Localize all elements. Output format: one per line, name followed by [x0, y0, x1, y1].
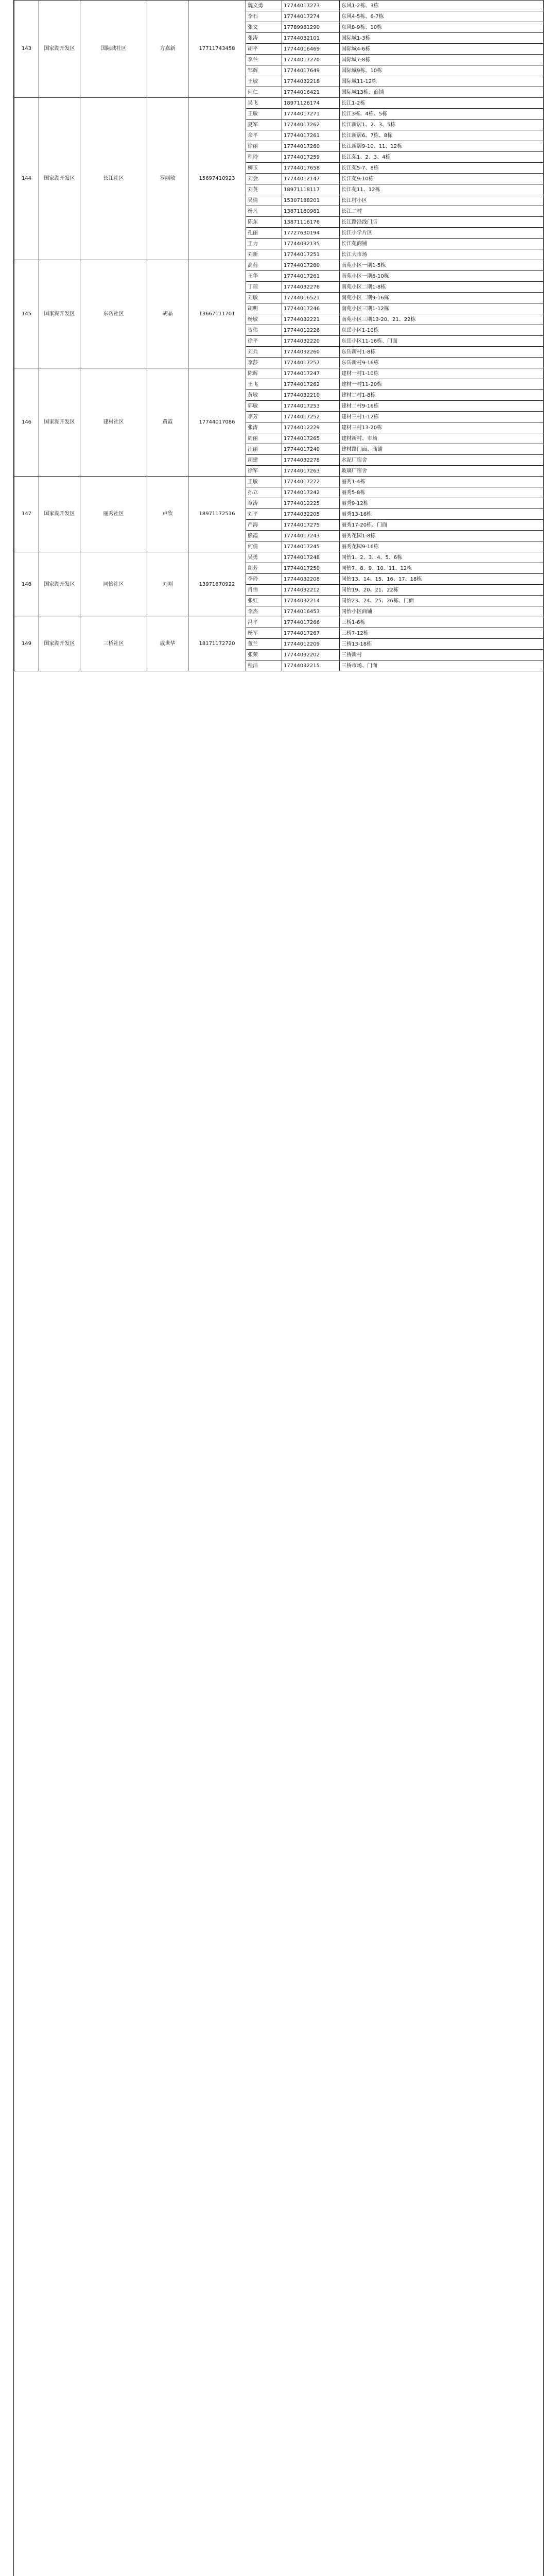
grid-area: 长江苑9-10栋	[340, 174, 544, 184]
grid-area: 同怡小区商铺	[340, 606, 544, 617]
grid-member-phone: 17744017248	[282, 552, 340, 563]
table-row	[14, 552, 544, 563]
grid-member-name: 张荣	[246, 650, 282, 660]
grid-area: 东岳新村1-8栋	[340, 347, 544, 358]
grid-area: 长江路沿线门店	[340, 217, 544, 228]
grid-member-name: 刘英	[246, 184, 282, 195]
grid-member-phone: 17744016469	[282, 44, 340, 55]
grid-member-name: 李莎	[246, 358, 282, 368]
grid-member-name: 冯平	[246, 617, 282, 628]
grid-member-name: 丁琼	[246, 282, 282, 293]
grid-member-phone: 17744032214	[282, 596, 340, 606]
grid-area: 丽秀5-8栋	[340, 487, 544, 498]
grid-area: 三桥13-18栋	[340, 639, 544, 650]
grid-area: 长江1-2栋	[340, 98, 544, 109]
grid-member-name: 熊霞	[246, 531, 282, 541]
grid-member-name: 张红	[246, 596, 282, 606]
grid-member-name: 吴倩	[246, 195, 282, 206]
grid-member-name: 张涛	[246, 422, 282, 433]
grid-member-name: 陈辉	[246, 368, 282, 379]
grid-member-phone: 17744032215	[282, 660, 340, 671]
grid-area: 同怡19、20、21、22栋	[340, 585, 544, 596]
grid-area: 建材二村9-16栋	[340, 401, 544, 412]
grid-area: 南苑小区一期6-10栋	[340, 271, 544, 282]
grid-member-name: 杨敏	[246, 314, 282, 325]
grid-member-phone: 17744012225	[282, 498, 340, 509]
table-row	[14, 617, 544, 628]
grid-member-phone: 17744032202	[282, 650, 340, 660]
grid-member-phone: 17744017266	[282, 617, 340, 628]
row-number: 146	[14, 368, 39, 477]
row-number: 144	[14, 98, 39, 260]
grid-member-phone: 17744017265	[282, 433, 340, 444]
grid-member-name: 王敏	[246, 109, 282, 120]
street-cell: 国家湖开发区	[39, 368, 80, 477]
grid-area: 同怡23、24、25、26栋、门面	[340, 596, 544, 606]
grid-member-phone: 17744017251	[282, 249, 340, 260]
grid-member-phone: 17744017246	[282, 303, 340, 314]
grid-member-phone: 17744032221	[282, 314, 340, 325]
grid-member-name: 吴勇	[246, 552, 282, 563]
grid-member-phone: 18971126174	[282, 98, 340, 109]
grid-area: 长江小学片区	[340, 228, 544, 239]
grid-member-phone: 17744032260	[282, 347, 340, 358]
grid-member-phone: 17744032205	[282, 509, 340, 520]
grid-member-name: 胡明	[246, 303, 282, 314]
grid-member-phone: 17744017261	[282, 271, 340, 282]
community-cell: 国际城社区	[80, 1, 147, 98]
grid-area: 长江苑11、12栋	[340, 184, 544, 195]
grid-member-phone: 17744016421	[282, 87, 340, 98]
grid-member-name: 孙立	[246, 487, 282, 498]
row-number: 149	[14, 617, 39, 671]
secretary-cell: 黄霞	[147, 368, 188, 477]
grid-member-name: 徐军	[246, 466, 282, 477]
grid-area: 东风4-5栋、6-7栋	[340, 11, 544, 22]
grid-member-phone: 17744017263	[282, 466, 340, 477]
grid-member-name: 胡芳	[246, 563, 282, 574]
grid-area: 国际城11-12栋	[340, 76, 544, 87]
grid-area: 长江3栋、4栋、5栋	[340, 109, 544, 120]
grid-area: 长江苑1、2、3、4栋	[340, 152, 544, 163]
grid-member-name: 李玲	[246, 574, 282, 585]
grid-member-name: 王敏	[246, 477, 282, 487]
grid-member-name: 李杰	[246, 606, 282, 617]
grid-member-phone: 17744017267	[282, 628, 340, 639]
grid-area: 三桥市场、门面	[340, 660, 544, 671]
grid-member-phone: 17744012147	[282, 174, 340, 184]
grid-member-name: 严海	[246, 520, 282, 531]
grid-area: 长江新居6、7栋、8栋	[340, 130, 544, 141]
grid-member-phone: 17744017252	[282, 412, 340, 422]
grid-member-name: 程洁	[246, 660, 282, 671]
grid-member-name: 杨凡	[246, 206, 282, 217]
grid-member-phone: 15307188201	[282, 195, 340, 206]
grid-member-name: 汪丽	[246, 444, 282, 455]
grid-member-name: 李芳	[246, 412, 282, 422]
grid-member-name: 刘兵	[246, 347, 282, 358]
grid-member-name: 王敏	[246, 76, 282, 87]
grid-member-phone: 17744017274	[282, 11, 340, 22]
grid-member-phone: 17744032210	[282, 390, 340, 401]
grid-member-name: 王飞	[246, 379, 282, 390]
community-cell: 建材社区	[80, 368, 147, 477]
grid-area: 同怡1、2、3、4、5、6栋	[340, 552, 544, 563]
grid-member-name: 高荷	[246, 260, 282, 271]
grid-area: 国际城9栋、10栋	[340, 65, 544, 76]
grid-area: 同怡7、8、9、10、11、12栋	[340, 563, 544, 574]
community-cell: 同怡社区	[80, 552, 147, 617]
grid-area: 东风8-9栋、10栋	[340, 22, 544, 33]
grid-area: 丽秀花园1-8栋	[340, 531, 544, 541]
grid-member-phone: 13871180981	[282, 206, 340, 217]
grid-member-phone: 17744017275	[282, 520, 340, 531]
grid-member-phone: 17727630194	[282, 228, 340, 239]
row-number: 145	[14, 260, 39, 368]
grid-area: 长江苑商铺	[340, 239, 544, 249]
grid-member-phone: 17744032208	[282, 574, 340, 585]
grid-area: 国际城1-3栋	[340, 33, 544, 44]
grid-member-phone: 17744017245	[282, 541, 340, 552]
grid-member-phone: 17744017250	[282, 563, 340, 574]
grid-member-name: 余平	[246, 130, 282, 141]
grid-member-name: 王力	[246, 239, 282, 249]
grid-member-name: 黄敏	[246, 390, 282, 401]
roster-table	[14, 0, 544, 671]
street-cell: 国家湖开发区	[39, 552, 80, 617]
grid-member-name: 李石	[246, 11, 282, 22]
grid-member-phone: 17744017262	[282, 120, 340, 130]
grid-area: 南苑小区一期1-5栋	[340, 260, 544, 271]
grid-area: 建材三村1-12栋	[340, 412, 544, 422]
table-row	[14, 260, 544, 271]
grid-area: 南苑小区三期13-20、21、22栋	[340, 314, 544, 325]
table-row	[14, 477, 544, 487]
grid-member-name: 张文	[246, 22, 282, 33]
street-cell: 国家湖开发区	[39, 260, 80, 368]
grid-member-phone: 17744012226	[282, 325, 340, 336]
grid-area: 丽秀花园9-16栋	[340, 541, 544, 552]
table-row	[14, 368, 544, 379]
grid-member-phone: 13871116176	[282, 217, 340, 228]
grid-member-phone: 17744032212	[282, 585, 340, 596]
grid-member-phone: 17744017649	[282, 65, 340, 76]
grid-member-phone: 17744017260	[282, 141, 340, 152]
secretary-phone-cell: 18971172516	[188, 477, 246, 552]
grid-member-name: 杨军	[246, 628, 282, 639]
grid-member-name: 陈东	[246, 217, 282, 228]
grid-area: 东岳小区1-10栋	[340, 325, 544, 336]
grid-area: 长江新居1、2、3、5栋	[340, 120, 544, 130]
community-cell: 三桥社区	[80, 617, 147, 671]
grid-member-name: 魏文勇	[246, 1, 282, 11]
grid-member-phone: 17744032135	[282, 239, 340, 249]
grid-member-phone: 17744012209	[282, 639, 340, 650]
grid-area: 长江二村	[340, 206, 544, 217]
grid-area: 国际城13栋、商铺	[340, 87, 544, 98]
grid-area: 丽秀13-16栋	[340, 509, 544, 520]
grid-member-name: 贺伟	[246, 325, 282, 336]
grid-member-phone: 17744017242	[282, 487, 340, 498]
community-cell: 长江社区	[80, 98, 147, 260]
row-number: 147	[14, 477, 39, 552]
grid-area: 同怡13、14、15、16、17、18栋	[340, 574, 544, 585]
grid-area: 东风1-2栋、3栋	[340, 1, 544, 11]
grid-member-phone: 17744032278	[282, 455, 340, 466]
grid-area: 三桥新村	[340, 650, 544, 660]
grid-member-name: 章涛	[246, 498, 282, 509]
grid-area: 建材二村1-8栋	[340, 390, 544, 401]
grid-member-name: 柳玉	[246, 163, 282, 174]
table-row	[14, 98, 544, 109]
grid-member-phone: 17744032101	[282, 33, 340, 44]
grid-area: 南苑小区二期1-8栋	[340, 282, 544, 293]
grid-area: 建材一村11-20栋	[340, 379, 544, 390]
secretary-phone-cell: 17744017086	[188, 368, 246, 477]
secretary-cell: 方嘉新	[147, 1, 188, 98]
street-cell: 国家湖开发区	[39, 98, 80, 260]
roster-body	[14, 1, 544, 671]
grid-member-name: 胡平	[246, 44, 282, 55]
street-cell: 国家湖开发区	[39, 617, 80, 671]
grid-member-name: 夏军	[246, 120, 282, 130]
roster-sheet	[13, 0, 544, 2576]
community-cell: 东岳社区	[80, 260, 147, 368]
grid-member-name: 程玲	[246, 152, 282, 163]
grid-area: 南苑小区二期9-16栋	[340, 293, 544, 303]
grid-member-phone: 17744017257	[282, 358, 340, 368]
grid-member-name: 吴飞	[246, 98, 282, 109]
secretary-phone-cell: 13667111701	[188, 260, 246, 368]
row-number: 143	[14, 1, 39, 98]
grid-member-phone: 17744017240	[282, 444, 340, 455]
secretary-cell: 刘刚	[147, 552, 188, 617]
grid-area: 丽秀9-12栋	[340, 498, 544, 509]
grid-area: 建材新村、市场	[340, 433, 544, 444]
grid-member-name: 孔丽	[246, 228, 282, 239]
grid-area: 建材路门面、商铺	[340, 444, 544, 455]
grid-member-phone: 17744032220	[282, 336, 340, 347]
grid-member-phone: 17744017247	[282, 368, 340, 379]
secretary-cell: 罗丽敏	[147, 98, 188, 260]
grid-area: 水泥厂宿舍	[340, 455, 544, 466]
grid-area: 长江苑5-7、8栋	[340, 163, 544, 174]
grid-member-phone: 17744032218	[282, 76, 340, 87]
secretary-phone-cell: 13971670922	[188, 552, 246, 617]
grid-area: 建材一村1-10栋	[340, 368, 544, 379]
secretary-phone-cell: 15697410923	[188, 98, 246, 260]
grid-member-phone: 17744017658	[282, 163, 340, 174]
grid-area: 东岳小区11-16栋、门面	[340, 336, 544, 347]
grid-member-phone: 17744017262	[282, 379, 340, 390]
grid-area: 长江新居9-10、11、12栋	[340, 141, 544, 152]
row-number: 148	[14, 552, 39, 617]
grid-area: 国际城7-8栋	[340, 55, 544, 65]
secretary-cell: 卢欣	[147, 477, 188, 552]
grid-member-phone: 17744012229	[282, 422, 340, 433]
grid-area: 国际城4-6栋	[340, 44, 544, 55]
grid-member-phone: 17744017272	[282, 477, 340, 487]
grid-area: 东岳新村9-16栋	[340, 358, 544, 368]
grid-member-name: 胡建	[246, 455, 282, 466]
grid-member-name: 徐丽	[246, 141, 282, 152]
grid-member-phone: 17744017243	[282, 531, 340, 541]
grid-member-name: 徐平	[246, 336, 282, 347]
grid-member-phone: 17744016521	[282, 293, 340, 303]
grid-area: 建材三村13-20栋	[340, 422, 544, 433]
grid-area: 玻璃厂宿舍	[340, 466, 544, 477]
grid-area: 南苑小区三期1-12栋	[340, 303, 544, 314]
secretary-phone-cell: 18171172720	[188, 617, 246, 671]
street-cell: 国家湖开发区	[39, 1, 80, 98]
grid-member-phone: 17744017280	[282, 260, 340, 271]
grid-member-phone: 17789981290	[282, 22, 340, 33]
grid-member-phone: 17744017273	[282, 1, 340, 11]
secretary-phone-cell: 17711743458	[188, 1, 246, 98]
grid-member-phone: 17744017253	[282, 401, 340, 412]
street-cell: 国家湖开发区	[39, 477, 80, 552]
grid-member-name: 刘会	[246, 174, 282, 184]
secretary-cell: 胡晶	[147, 260, 188, 368]
grid-area: 三桥7-12栋	[340, 628, 544, 639]
grid-member-phone: 17744032276	[282, 282, 340, 293]
grid-member-name: 李兰	[246, 55, 282, 65]
grid-member-name: 董兰	[246, 639, 282, 650]
grid-area: 三桥1-6栋	[340, 617, 544, 628]
grid-member-name: 刘敏	[246, 293, 282, 303]
grid-member-name: 张涛	[246, 33, 282, 44]
grid-member-name: 郭敏	[246, 401, 282, 412]
secretary-cell: 戚世华	[147, 617, 188, 671]
grid-member-phone: 17744017259	[282, 152, 340, 163]
grid-area: 长江大市场	[340, 249, 544, 260]
grid-member-name: 何倩	[246, 541, 282, 552]
grid-area: 丽秀1-4栋	[340, 477, 544, 487]
grid-member-phone: 17744017270	[282, 55, 340, 65]
grid-member-name: 刘新	[246, 249, 282, 260]
grid-member-name: 王华	[246, 271, 282, 282]
grid-member-phone: 17744017271	[282, 109, 340, 120]
grid-member-phone: 17744017261	[282, 130, 340, 141]
grid-area: 丽秀17-20栋、门面	[340, 520, 544, 531]
grid-area: 长江村小区	[340, 195, 544, 206]
grid-member-phone: 18971118117	[282, 184, 340, 195]
community-cell: 丽秀社区	[80, 477, 147, 552]
grid-member-name: 邹辉	[246, 65, 282, 76]
grid-member-phone: 17744016453	[282, 606, 340, 617]
grid-member-name: 刘平	[246, 509, 282, 520]
table-row	[14, 1, 544, 11]
grid-member-name: 肖伟	[246, 585, 282, 596]
grid-member-name: 周丽	[246, 433, 282, 444]
grid-member-name: 何仁	[246, 87, 282, 98]
